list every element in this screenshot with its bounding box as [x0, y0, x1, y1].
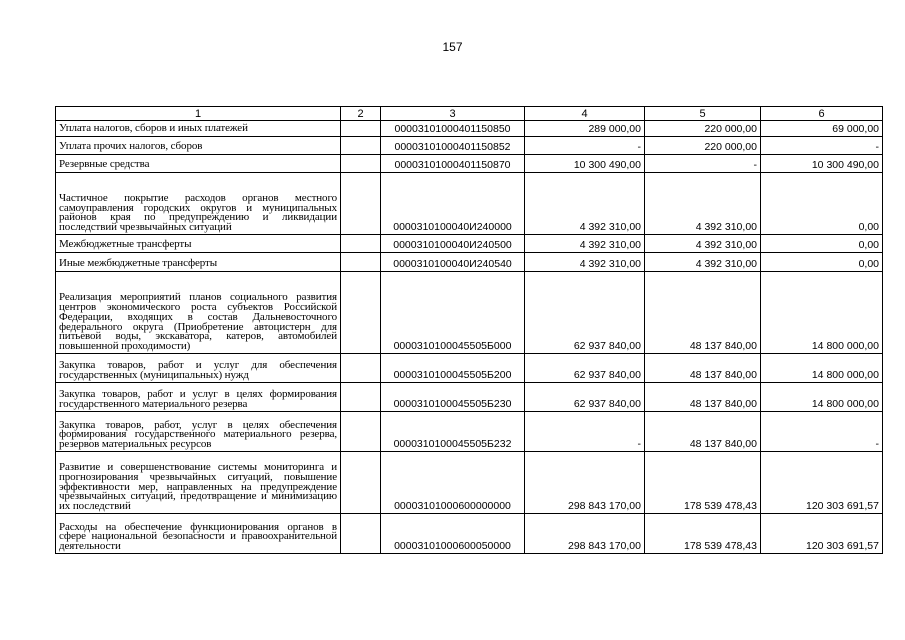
row-name: Закупка товаров, работ и услуг в целях формирования государственного материального резерва [56, 383, 341, 412]
row-value-col6: 120 303 691,57 [761, 514, 883, 554]
row-col2 [341, 272, 381, 354]
row-name: Межбюджетные трансферты [56, 235, 341, 253]
row-value-col6: 10 300 490,00 [761, 155, 883, 173]
row-col2 [341, 354, 381, 383]
row-name: Закупка товаров, работ и услуг для обеспечения государственных (муниципальных) нужд [56, 354, 341, 383]
row-value-col4: 298 843 170,00 [525, 452, 645, 514]
row-value-col6: - [761, 412, 883, 452]
row-col2 [341, 514, 381, 554]
row-col2 [341, 121, 381, 137]
row-col2 [341, 155, 381, 173]
row-code: 0000310100045505Б000 [381, 272, 525, 354]
row-value-col4: 298 843 170,00 [525, 514, 645, 554]
column-header-4: 4 [525, 107, 645, 121]
table-row [56, 235, 883, 253]
row-value-col4: 62 937 840,00 [525, 383, 645, 412]
row-col2 [341, 253, 381, 272]
row-value-col6: 120 303 691,57 [761, 452, 883, 514]
row-value-col5: 220 000,00 [645, 121, 761, 137]
row-value-col5: 4 392 310,00 [645, 253, 761, 272]
row-col2 [341, 173, 381, 235]
row-value-col5: - [645, 155, 761, 173]
row-value-col5: 178 539 478,43 [645, 452, 761, 514]
row-value-col5: 4 392 310,00 [645, 173, 761, 235]
table-row [56, 137, 883, 155]
header-row [56, 107, 883, 121]
row-code: 0000310100040И240500 [381, 235, 525, 253]
row-value-col4: 4 392 310,00 [525, 173, 645, 235]
row-value-col6: - [761, 137, 883, 155]
row-code: 0000310100040И240000 [381, 173, 525, 235]
row-value-col4: 4 392 310,00 [525, 235, 645, 253]
row-code: 00003101000600000000 [381, 452, 525, 514]
row-name: Развитие и совершенствование системы мониторинга и прогнозирования чрезвычайных ситуаций, повышение эффективности мер, направленных на предупреждение чрезвычайных ситуаций, предотвращение и минимизацию их последствий [56, 452, 341, 514]
row-code: 0000310100045505Б232 [381, 412, 525, 452]
row-value-col6: 69 000,00 [761, 121, 883, 137]
row-col2 [341, 235, 381, 253]
row-code: 0000310100045505Б200 [381, 354, 525, 383]
row-value-col6: 0,00 [761, 253, 883, 272]
row-col2 [341, 137, 381, 155]
row-value-col5: 48 137 840,00 [645, 383, 761, 412]
row-value-col6: 14 800 000,00 [761, 354, 883, 383]
row-value-col4: - [525, 412, 645, 452]
row-name: Частичное покрытие расходов органов местного самоуправления городских округов и муниципальных районов края по предупреждению и ликвидации последствий чрезвычайных ситуаций [56, 173, 341, 235]
row-col2 [341, 412, 381, 452]
table-row [56, 272, 883, 354]
row-value-col4: 62 937 840,00 [525, 354, 645, 383]
column-header-6: 6 [761, 107, 883, 121]
row-value-col4: 62 937 840,00 [525, 272, 645, 354]
column-header-3: 3 [381, 107, 525, 121]
table-row [56, 412, 883, 452]
row-col2 [341, 452, 381, 514]
budget-table [55, 106, 883, 554]
row-value-col4: 10 300 490,00 [525, 155, 645, 173]
row-name: Расходы на обеспечение функционирования органов в сфере национальной безопасности и правоохранительной деятельности [56, 514, 341, 554]
page-number: 157 [442, 40, 463, 54]
row-name: Уплата прочих налогов, сборов [56, 137, 341, 155]
row-code: 00003101000600050000 [381, 514, 525, 554]
row-value-col4: 4 392 310,00 [525, 253, 645, 272]
column-header-1: 1 [56, 107, 341, 121]
row-name: Закупка товаров, работ, услуг в целях обеспечения формирования государственного материального резерва, резервов материальных ресурсов [56, 412, 341, 452]
row-code: 0000310100045505Б230 [381, 383, 525, 412]
row-name: Резервные средства [56, 155, 341, 173]
row-value-col4: - [525, 137, 645, 155]
column-header-5: 5 [645, 107, 761, 121]
table-row [56, 253, 883, 272]
row-value-col5: 48 137 840,00 [645, 412, 761, 452]
row-name: Уплата налогов, сборов и иных платежей [56, 121, 341, 137]
row-code: 00003101000401150852 [381, 137, 525, 155]
row-value-col6: 0,00 [761, 235, 883, 253]
row-value-col5: 48 137 840,00 [645, 272, 761, 354]
table-row [56, 452, 883, 514]
table-row [56, 354, 883, 383]
row-value-col6: 14 800 000,00 [761, 272, 883, 354]
row-value-col5: 4 392 310,00 [645, 235, 761, 253]
row-value-col4: 289 000,00 [525, 121, 645, 137]
row-name: Иные межбюджетные трансферты [56, 253, 341, 272]
row-code: 00003101000401150870 [381, 155, 525, 173]
row-name: Реализация мероприятий планов социального развития центров экономического роста субъектов Российской Федерации, входящих в состав Дальневосточного федерального округа (Приобретение автоцистерн для питьевой воды, экскаватора, катеров, автомобилей повышенной проходимости) [56, 272, 341, 354]
row-value-col6: 14 800 000,00 [761, 383, 883, 412]
row-value-col5: 220 000,00 [645, 137, 761, 155]
row-value-col5: 48 137 840,00 [645, 354, 761, 383]
table-row [56, 173, 883, 235]
row-value-col5: 178 539 478,43 [645, 514, 761, 554]
row-code: 00003101000401150850 [381, 121, 525, 137]
table-row [56, 121, 883, 137]
table-row [56, 514, 883, 554]
column-header-2: 2 [341, 107, 381, 121]
table-row [56, 155, 883, 173]
table-row [56, 383, 883, 412]
row-col2 [341, 383, 381, 412]
row-value-col6: 0,00 [761, 173, 883, 235]
row-code: 0000310100040И240540 [381, 253, 525, 272]
